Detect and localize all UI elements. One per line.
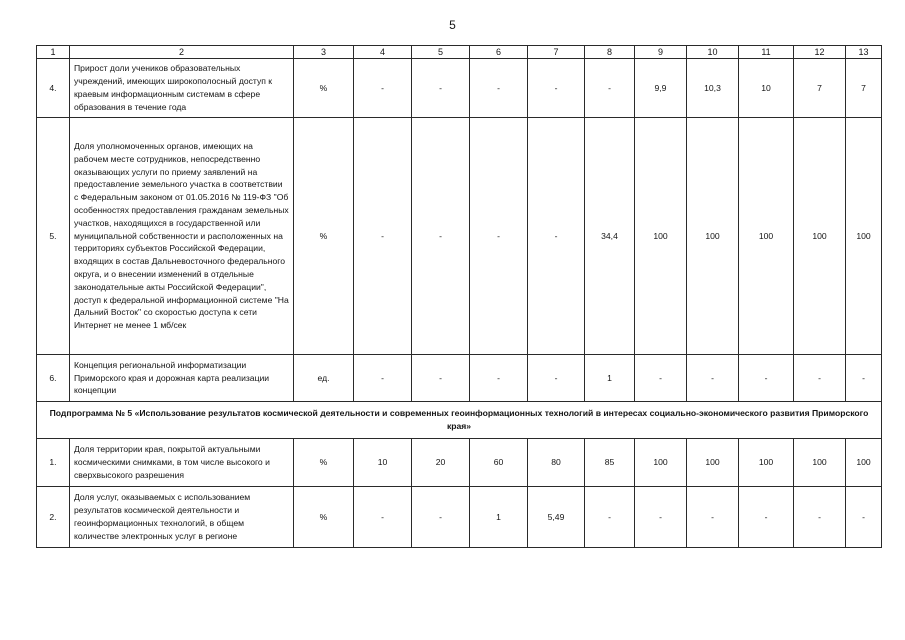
value-cell: -	[528, 118, 585, 355]
value-cell: 34,4	[585, 118, 635, 355]
value-cell: 10,3	[687, 59, 739, 118]
column-header: 10	[687, 46, 739, 59]
column-header: 5	[412, 46, 470, 59]
table-row	[37, 487, 882, 548]
indicator-description: Концепция региональной информатизации Приморского края и дорожная карта реализации концепции	[70, 355, 294, 402]
table-row	[37, 439, 882, 487]
subprogram-title: Подпрограмма № 5 «Использование результатов космической деятельности и современных геоинформационных технологий в интересах социально-экономического развития Приморского края»	[37, 402, 882, 439]
value-cell: -	[635, 355, 687, 402]
value-cell: -	[412, 118, 470, 355]
value-cell: 10	[354, 439, 412, 487]
table-row	[37, 118, 882, 355]
value-cell: -	[846, 355, 882, 402]
value-cell: -	[354, 59, 412, 118]
value-cell: 100	[687, 439, 739, 487]
value-cell: 100	[635, 439, 687, 487]
column-header: 12	[794, 46, 846, 59]
value-cell: 9,9	[635, 59, 687, 118]
value-cell: -	[739, 487, 794, 548]
column-header: 13	[846, 46, 882, 59]
indicator-description: Доля территории края, покрытой актуальными космическими снимками, в том числе высокого и сверхвысокого разрешения	[70, 439, 294, 487]
column-header: 4	[354, 46, 412, 59]
value-cell: -	[635, 487, 687, 548]
value-cell: -	[528, 59, 585, 118]
value-cell: 100	[739, 118, 794, 355]
column-header: 2	[70, 46, 294, 59]
value-cell: 100	[739, 439, 794, 487]
value-cell: 1	[585, 355, 635, 402]
subprogram-row	[37, 402, 882, 439]
value-cell: -	[412, 355, 470, 402]
unit-cell: ед.	[294, 355, 354, 402]
value-cell: -	[528, 355, 585, 402]
indicators-table	[36, 45, 882, 548]
value-cell: 85	[585, 439, 635, 487]
value-cell: -	[794, 487, 846, 548]
column-header: 1	[37, 46, 70, 59]
column-header: 7	[528, 46, 585, 59]
value-cell: -	[687, 487, 739, 548]
table-row	[37, 59, 882, 118]
value-cell: -	[846, 487, 882, 548]
value-cell: -	[412, 487, 470, 548]
value-cell: -	[354, 118, 412, 355]
column-header: 6	[470, 46, 528, 59]
value-cell: 80	[528, 439, 585, 487]
column-header: 11	[739, 46, 794, 59]
page-number: 5	[449, 18, 456, 32]
value-cell: -	[470, 118, 528, 355]
value-cell: 100	[846, 118, 882, 355]
value-cell: -	[794, 355, 846, 402]
value-cell: -	[739, 355, 794, 402]
value-cell: 10	[739, 59, 794, 118]
value-cell: -	[687, 355, 739, 402]
row-number: 4.	[37, 59, 70, 118]
value-cell: -	[412, 59, 470, 118]
value-cell: -	[354, 487, 412, 548]
value-cell: 60	[470, 439, 528, 487]
indicator-description: Прирост доли учеников образовательных учреждений, имеющих широкополосный доступ к краевым информационным системам в сфере образования в течение года	[70, 59, 294, 118]
unit-cell: %	[294, 439, 354, 487]
value-cell: -	[585, 487, 635, 548]
value-cell: -	[354, 355, 412, 402]
value-cell: -	[470, 355, 528, 402]
value-cell: 20	[412, 439, 470, 487]
column-header: 9	[635, 46, 687, 59]
value-cell: -	[585, 59, 635, 118]
value-cell: 100	[687, 118, 739, 355]
value-cell: 100	[794, 118, 846, 355]
row-number: 6.	[37, 355, 70, 402]
row-number: 2.	[37, 487, 70, 548]
value-cell: 1	[470, 487, 528, 548]
row-number: 1.	[37, 439, 70, 487]
value-cell: 7	[846, 59, 882, 118]
indicator-description: Доля уполномоченных органов, имеющих на рабочем месте сотрудников, непосредственно оказывающих услуги по приему заявлений на предоставление земельного участка в соответствии с Федеральным законом от 01.05.2016 № 119-ФЗ "Об особенностях предоставления гражданам земельных участков, находящихся в государственной или муниципальной собственности и расположенных на территориях субъектов Российской Федерации, входящих в состав Дальневосточного федерального округа, и о внесении изменений в отдельные законодательные акты Российской Федерации", доступ к федеральной информационной системе "На Дальний Восток" со скоростью доступа к сети Интернет не менее 1 мб/сек	[70, 118, 294, 355]
value-cell: 100	[635, 118, 687, 355]
value-cell: 5,49	[528, 487, 585, 548]
column-header: 3	[294, 46, 354, 59]
unit-cell: %	[294, 118, 354, 355]
table-row	[37, 355, 882, 402]
value-cell: -	[470, 59, 528, 118]
column-number-row	[37, 46, 882, 59]
value-cell: 7	[794, 59, 846, 118]
column-header: 8	[585, 46, 635, 59]
value-cell: 100	[794, 439, 846, 487]
unit-cell: %	[294, 487, 354, 548]
value-cell: 100	[846, 439, 882, 487]
row-number: 5.	[37, 118, 70, 355]
indicator-description: Доля услуг, оказываемых с использованием результатов космической деятельности и геоинформационных технологий, в общем количестве электронных услуг в регионе	[70, 487, 294, 548]
unit-cell: %	[294, 59, 354, 118]
